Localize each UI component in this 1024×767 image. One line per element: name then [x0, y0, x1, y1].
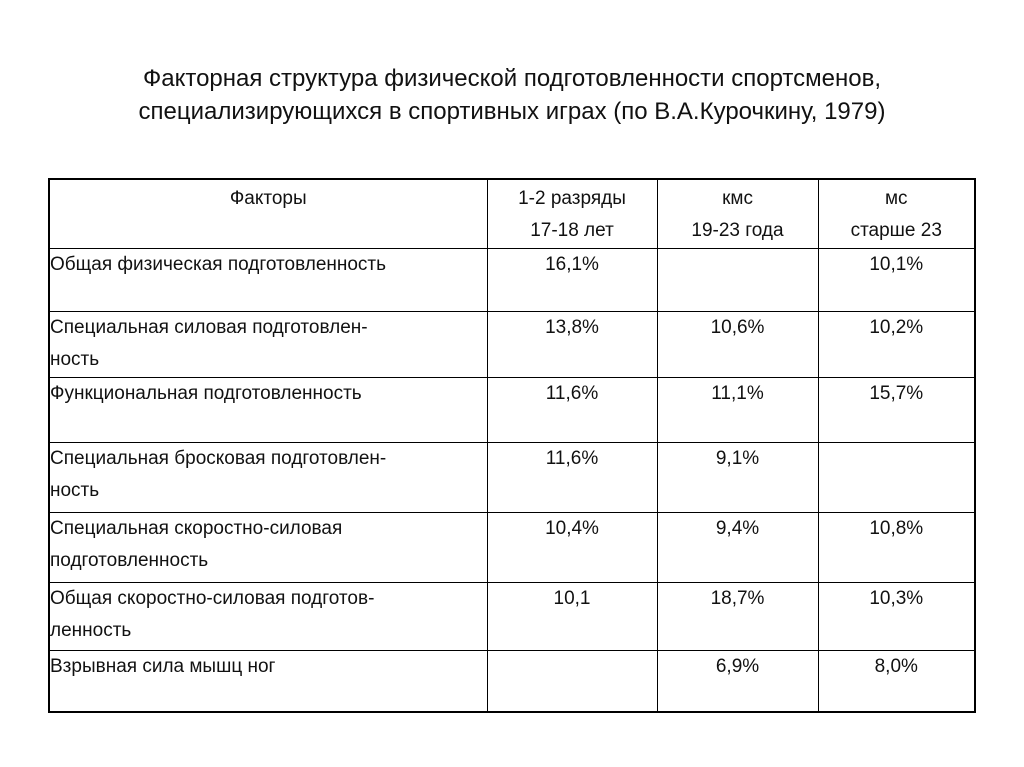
value-cell: 10,6% [657, 311, 818, 377]
header-rank-1-2-age: 17-18 лет [530, 220, 614, 241]
header-rank-1-2 [487, 179, 657, 248]
table-row [49, 377, 975, 442]
value-cell: 10,4% [487, 512, 657, 582]
value-cell [818, 442, 975, 512]
value-cell: 16,1% [487, 248, 657, 311]
value-cell: 6,9% [657, 650, 818, 712]
table-row [49, 650, 975, 712]
value-cell: 10,8% [818, 512, 975, 582]
value-cell: 10,1% [818, 248, 975, 311]
factor-cell: Специальная бросковая подготовлен- ность [49, 442, 487, 512]
factor-cell: Взрывная сила мышц ног [49, 650, 487, 712]
header-ms [818, 179, 975, 248]
table-header-row [49, 179, 975, 248]
value-cell: 18,7% [657, 582, 818, 650]
value-cell: 10,2% [818, 311, 975, 377]
value-cell [487, 650, 657, 712]
header-factors: Факторы [49, 179, 487, 248]
value-cell [657, 248, 818, 311]
table-row [49, 512, 975, 582]
value-cell: 9,4% [657, 512, 818, 582]
table-row [49, 311, 975, 377]
value-cell: 11,1% [657, 377, 818, 442]
value-cell: 13,8% [487, 311, 657, 377]
header-kms-age: 19-23 года [691, 220, 784, 241]
factor-cell: Специальная скоростно-силовая подготовленность [49, 512, 487, 582]
slide-title [0, 62, 1024, 128]
header-ms-age: старше 23 [850, 220, 942, 241]
factor-structure-table [48, 178, 976, 713]
table-row [49, 582, 975, 650]
value-cell: 9,1% [657, 442, 818, 512]
value-cell: 11,6% [487, 377, 657, 442]
factor-cell: Функциональная подготовленность [49, 377, 487, 442]
factor-cell: Специальная силовая подготовлен- ность [49, 311, 487, 377]
title-line-1: Факторная структура физической подготовленности спортсменов, [142, 65, 881, 92]
value-cell: 10,3% [818, 582, 975, 650]
header-ms-title: мс [884, 188, 908, 209]
value-cell: 11,6% [487, 442, 657, 512]
table-row [49, 442, 975, 512]
header-kms [657, 179, 818, 248]
value-cell: 10,1 [487, 582, 657, 650]
header-kms-title: кмс [722, 188, 753, 209]
header-rank-1-2-title: 1-2 разряды [518, 188, 626, 209]
table-row [49, 248, 975, 311]
factor-cell: Общая скоростно-силовая подготов- ленность [49, 582, 487, 650]
factor-cell: Общая физическая подготовленность [49, 248, 487, 311]
title-line-2: специализирующихся в спортивных играх (по В.А.Курочкину, 1979) [138, 98, 886, 125]
value-cell: 15,7% [818, 377, 975, 442]
value-cell: 8,0% [818, 650, 975, 712]
